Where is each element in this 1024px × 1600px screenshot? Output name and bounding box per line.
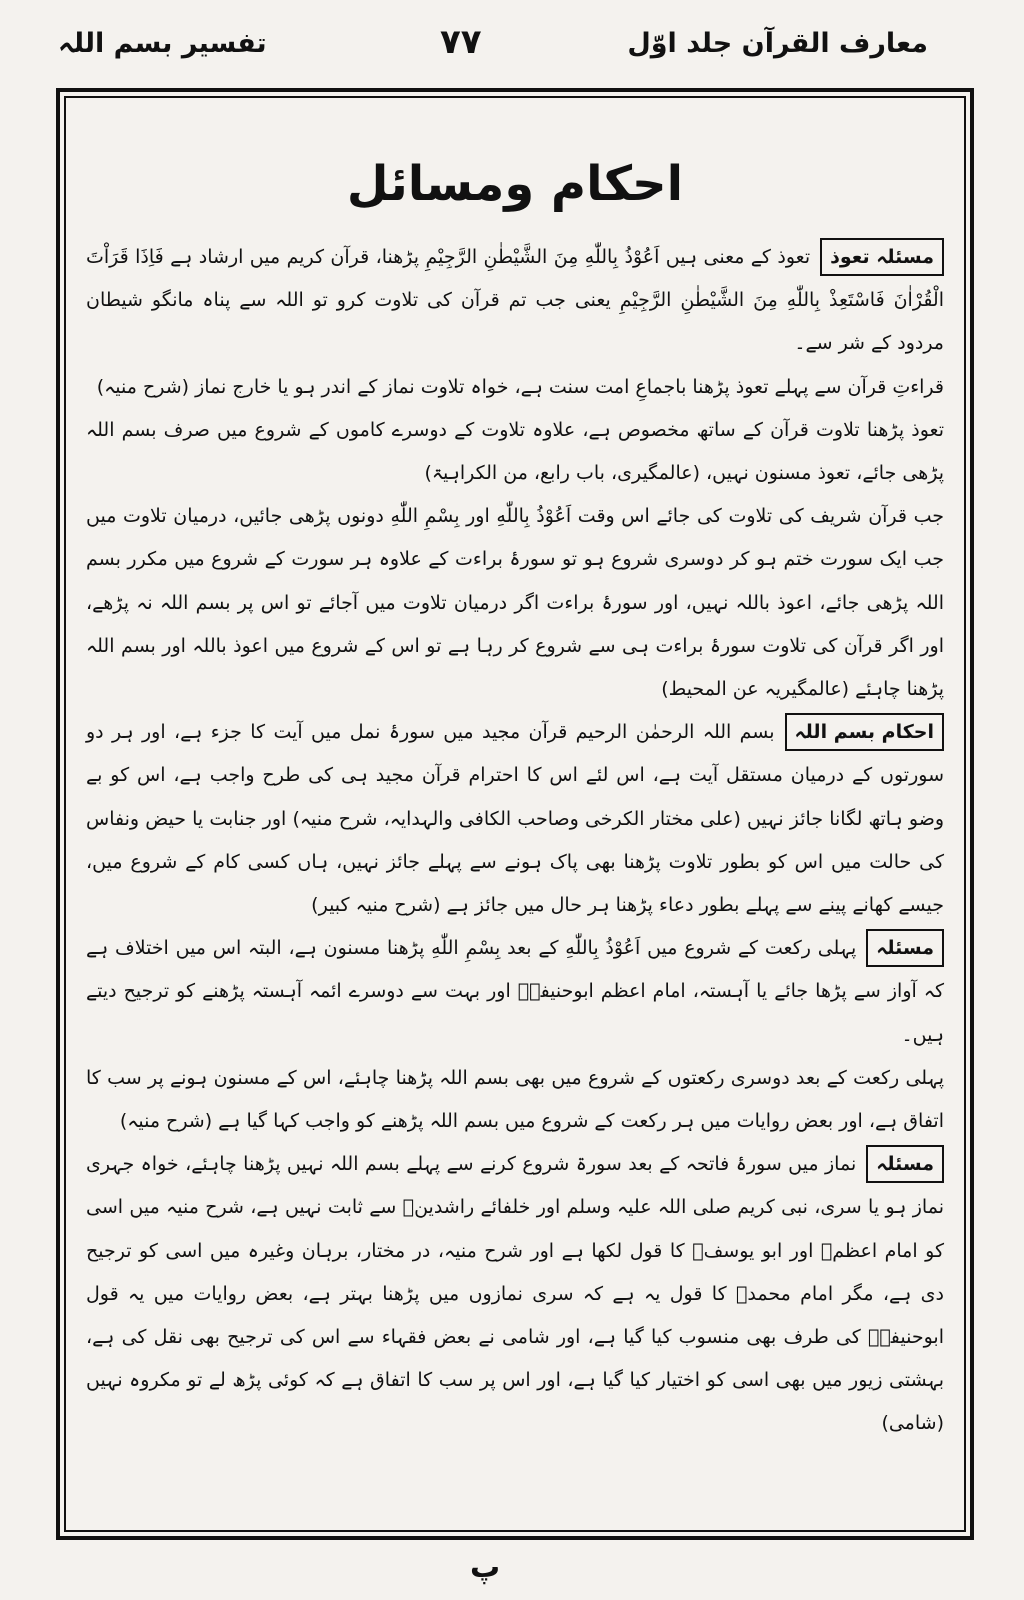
section-title: تفسیر بسم اللہ: [58, 28, 267, 59]
paragraph-text: پہلی رکعت کے بعد دوسری رکعتوں کے شروع میں بھی بسم اللہ پڑھنا چاہئے، اس کے مسنون ہونے پر سب کا اتفاق ہے، اور بعض روایات میں ہر رکعت کے شروع میں بسم اللہ پڑھنے کو واجب کہا گیا ہے (شرح منیہ): [86, 1066, 944, 1133]
paragraph-text: قراءتِ قرآن سے پہلے تعوذ پڑھنا باجماعِ امت سنت ہے، خواہ تلاوت نماز کے اندر ہو یا خارج نماز (شرح منیہ): [96, 375, 944, 398]
page-title: احکام ومسائل: [346, 156, 684, 212]
paragraph: [86, 409, 944, 495]
paragraph: [86, 495, 944, 711]
section-label: مسئلہ تعوذ: [820, 238, 944, 276]
paragraph-text: تعوذ پڑھنا تلاوت قرآن کے ساتھ مخصوص ہے، علاوہ تلاوت کے دوسرے کاموں کے شروع میں صرف بسم اللہ پڑھی جائے، تعوذ مسنون نہیں، (عالمگیری، باب رابع، من الکراہیۃ): [86, 418, 944, 485]
section-label: مسئلہ: [866, 929, 944, 967]
paragraph-text: تعوذ کے معنی ہیں اَعُوْذُ بِاللّٰهِ مِنَ الشَّيْطٰنِ الرَّجِيْمِ پڑھنا، قرآن کریم میں ارشاد ہے فَاِذَا قَرَاْتَ الْقُرْاٰنَ فَاسْتَعِذْ بِاللّٰهِ مِنَ الشَّيْطٰنِ الرَّجِيْمِ یعنی جب تم قرآن کی تلاوت کرو تو اللہ سے پناہ مانگو شیطان مردود کے شر سے۔: [86, 246, 944, 355]
paragraph: [86, 236, 944, 366]
paragraph: [86, 1143, 944, 1445]
main-content: [86, 236, 944, 1446]
paragraph-text: نماز میں سورۂ فاتحہ کے بعد سورۃ شروع کرنے سے پہلے بسم اللہ نہیں پڑھنا چاہئے، خواہ جہری نماز ہو یا سری، نبی کریم صلی اللہ علیہ وسلم اور خلفائے راشدینؓ سے ثابت نہیں ہے، شرح منیہ میں اسی کو امام اعظمؒ اور ابو یوسفؒ کا قول لکھا ہے اور شرح منیہ، در مختار، برہان وغیرہ میں اسی کو ترجیح دی ہے، مگر امام محمدؒ کا قول یہ ہے کہ سری نمازوں میں پڑھنا بہتر ہے، بعض روایات میں یہ قول ابوحنیفہؒ کی طرف بھی منسوب کیا گیا ہے، اور شامی نے بعض فقہاء سے اس کی ترجیح بھی نقل کی ہے، بہشتی زیور میں بھی اسی کو اختیار کیا گیا ہے، اور اس پر سب کا اتفاق ہے کہ کوئی پڑھ لے تو مکروہ نہیں (شامی): [86, 1153, 944, 1435]
paragraph-text: بسم اللہ الرحمٰن الرحیم قرآن مجید میں سورۂ نمل میں آیت کا جزء ہے، اور ہر دو سورتوں کے درمیان مستقل آیت ہے، اس لئے اس کا احترام قرآن مجید ہی کی طرح واجب ہے، اس کو بے وضو ہاتھ لگانا جائز نہیں (علی مختار الکرخی وصاحب الکافی والہدایہ، شرح منیہ) اور جنابت یا حیض ونفاس کی حالت میں اس کو بطور تلاوت پڑھنا بھی پاک ہونے سے پہلے جائز نہیں، ہاں کسی کام کے شروع میں، جیسے کھانے پینے سے پہلے بطور دعاء پڑھنا ہر حال میں جائز ہے (شرح منیہ کبیر): [86, 721, 944, 917]
paragraph: [86, 366, 944, 409]
section-label: مسئلہ: [866, 1145, 944, 1183]
page-number: ۷۷: [440, 22, 482, 62]
paragraph: [86, 1057, 944, 1143]
paragraph: [86, 927, 944, 1057]
page-signature: پ: [470, 1550, 501, 1585]
paragraph-text: جب قرآن شریف کی تلاوت کی جائے اس وقت اَعُوْذُ بِاللّٰهِ اور بِسْمِ اللّٰهِ دونوں پڑھی جائیں، درمیان تلاوت میں جب ایک سورت ختم ہو کر دوسری شروع ہو تو سورۂ براءت کے علاوہ ہر سورت کے شروع میں مکرر بسم اللہ پڑھی جائے، اعوذ باللہ نہیں، اور سورۂ براءت اگر درمیان تلاوت میں آجائے تو اس پر بسم اللہ نہ پڑھے، اور اگر قرآن کی تلاوت سورۂ براءت ہی سے شروع کر رہا ہے تو اس کے شروع میں اعوذ باللہ اور بسم اللہ پڑھنا چاہئے (عالمگیریہ عن المحیط): [86, 505, 944, 701]
paragraph-text: پہلی رکعت کے شروع میں اَعُوْذُ بِاللّٰهِ کے بعد بِسْمِ اللّٰهِ پڑھنا مسنون ہے، البتہ اس میں اختلاف ہے کہ آواز سے پڑھا جائے یا آہستہ، امام اعظم ابوحنیفہؒ اور بہت سے دوسرے ائمہ آہستہ پڑھنے کو ترجیح دیتے ہیں۔: [86, 937, 944, 1046]
section-label: احکام بسم اللہ: [785, 713, 944, 751]
paragraph: [86, 711, 944, 927]
page-border-inner: [64, 96, 966, 1532]
book-title: معارف القرآن جلد اوّل: [627, 28, 928, 59]
